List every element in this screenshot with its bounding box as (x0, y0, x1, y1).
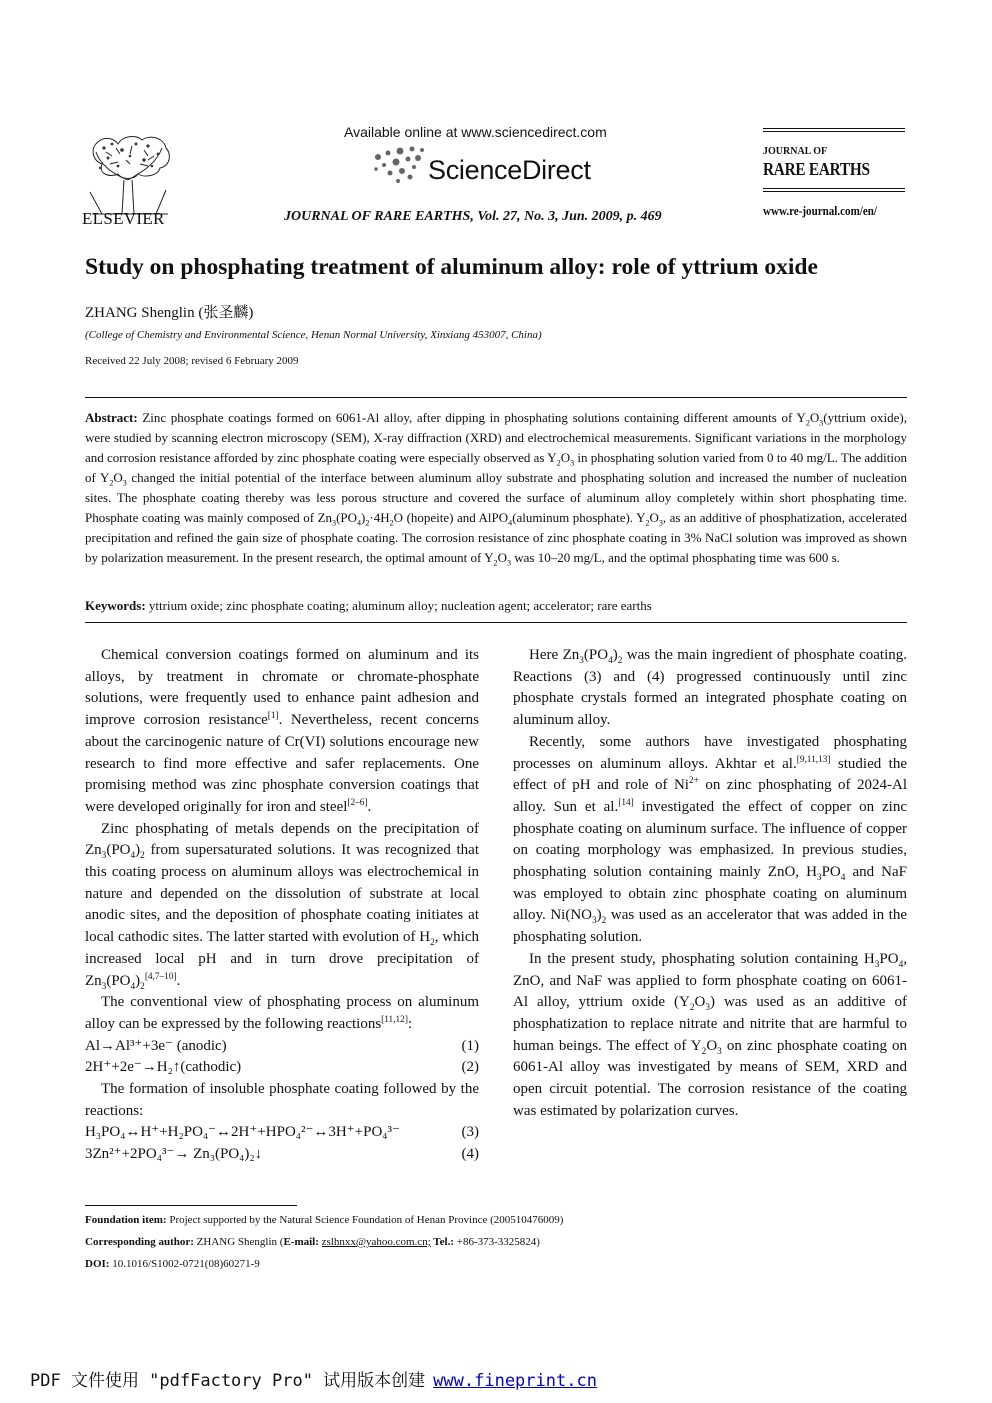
journal-masthead-small: JOURNAL OF (763, 146, 828, 157)
paragraph: Chemical conversion coatings formed on aluminum and its alloys, by treatment in chromate or chromate-phosphate solutions, were frequently used to enhance paint adhesion and improve corrosion resistance[1]. Nevertheless, recent concerns about the carcinogenic nature of Cr(VI) solutions encourage new research to find more effective and safer replacements. One promising method was zinc phosphate conversion coatings that were developed originally for iron and steel[2–6]. (85, 647, 479, 815)
publisher-name: ELSEVIER (82, 209, 165, 228)
footnote-corresponding: Corresponding author: ZHANG Shenglin (E-mail: zslhnxx@yahoo.com.cn; Tel.: +86-373-3325824) (85, 1236, 540, 1248)
received-dates: Received 22 July 2008; revised 6 February 2009 (85, 355, 299, 367)
body-column-left (85, 645, 479, 1166)
author-affiliation: (College of Chemistry and Environmental Science, Henan Normal University, Xinxiang 453007, China) (85, 329, 542, 341)
sciencedirect-wordmark: ScienceDirect (428, 155, 591, 185)
masthead-rule (763, 188, 905, 189)
journal-masthead (763, 128, 905, 194)
keywords (85, 598, 907, 614)
equation-3: H₃PO₄↔H⁺+H₂PO₄⁻↔2H⁺+HPO₄²⁻↔3H⁺+PO₄³⁻ (3) (85, 1124, 479, 1141)
available-online-text: Available online at www.sciencedirect.com (344, 124, 607, 140)
article-title: Study on phosphating treatment of aluminum alloy: role of yttrium oxide (85, 254, 818, 280)
footnote-foundation: Foundation item: Project supported by the Natural Science Foundation of Henan Province (200510476009) (85, 1214, 564, 1226)
footnote-rule (85, 1205, 297, 1206)
fineprint-link[interactable]: www.fineprint.cn (433, 1371, 597, 1391)
journal-masthead-name: RARE EARTHS (763, 159, 870, 179)
journal-url: www.re-journal.com/en/ (763, 203, 877, 218)
equation-1: Al→Al³⁺+3e⁻ (anodic) (1) (85, 1037, 479, 1054)
paragraph: Recently, some authors have investigated phosphating processes on aluminum alloys. Akhtar et al.[9,11,13] studied the effect of pH and role of $Ni^{2+}$ on zinc phosphating of 2024-Al alloy. Sun et al.[14] investigated the effect of copper on zinc phosphate coating on aluminum surface. The influence of copper on coating morphology was emphasized. In previous studies, phosphating solution containing mainly ZnO, $H_3PO_4$ and NaF was employed to obtain zinc phosphate coating on aluminum alloy. $Ni(NO_3)_2$ was used as an accelerator that was added in the phosphating solution. (513, 733, 907, 946)
abstract-bottom-rule (85, 622, 907, 623)
email-link[interactable]: zslhnxx@yahoo.com.cn; (321, 1236, 431, 1248)
pdf-footer-text: PDF 文件使用 "pdfFactory Pro" 试用版本创建 (30, 1371, 426, 1391)
body-column-right (513, 645, 907, 1122)
pdf-factory-footer (30, 1366, 597, 1391)
keywords-label: Keywords: (85, 598, 146, 613)
paragraph: Zinc phosphating of metals depends on the precipitation of $Zn_3(PO_4)_2$ from supersaturated solutions. It was recognized that this coating process on aluminum alloys was electrochemical in nature and depended on the dissolution of substrate at local anodic sites, and the deposition of phosphate coating initiates at local cathodic sites. The latter started with evolution of $H_2$, which increased local pH and in turn drove precipitation of $Zn_3(PO_4)_2[4,7-10]$. (85, 820, 479, 992)
masthead-rule (763, 128, 905, 129)
abstract-top-rule (85, 397, 907, 398)
abstract: Abstract: Zinc phosphate coatings formed on 6061-Al alloy, after dipping in phosphating solutions containing different amounts of $Y_2O_3(yttrium$ oxide), were studied by scanning electron microscopy (SEM), X-ray diffraction (XRD) and electrochemical measurements. Significant variations in the morphology and corrosion resistance afforded by zinc phosphate coating were especially observed as $Y_2O_3$ in phosphating solution varied from 0 to 40 mg/L. The addition of $Y_2O_3$ changed the initial potential of the interface between aluminum alloy substrate and phosphating solution and increased the number of nucleation sites. The phosphate coating thereby was less porous structure and covered the surface of aluminum alloy completely within short phosphating time. Phosphate coating was mainly composed of $Zn_3(PO_4)_2\cdot 4H_2O$ (hopeite) and AlPO$_4$(aluminum phosphate). $Y_2O_3$, as an additive of phosphatization, accelerated precipitation and refined the gain size of phosphate coating. The corrosion resistance of zinc phosphate coating in 3% NaCl solution was improved as shown by polarization measurement. In the present research, the optimal amount of $Y_2O_3$ was 10–20 mg/L, and the optimal phosphating time was 600 s. (85, 410, 908, 568)
paragraph: In the present study, phosphating solution containing $H_3PO_4$, ZnO, and NaF was applied to form phosphate coating on 6061-Al alloy, yttrium oxide $(Y_2O_3)$ was used as an additive of phosphatization to replace nitrate and nitrite that are harmful to human beings. The effect of $Y_2O_3$ on zinc phosphate coating on 6061-Al alloy was investigated by means of SEM, XRD and open circuit potential. The corrosion resistance of the coating was estimated by polarization curves. (513, 950, 907, 1119)
abstract-label: Abstract: (85, 410, 138, 425)
equation-4: 3Zn²⁺+2PO₄³⁻→ Zn₃(PO₄)₂↓ (4) (85, 1146, 479, 1163)
paragraph: The conventional view of phosphating process on aluminum alloy can be expressed by the following reactions[11,12]: (85, 994, 479, 1032)
article-author: ZHANG Shenglin (张圣麟) (85, 305, 254, 321)
paragraph: The formation of insoluble phosphate coating followed by the reactions: (85, 1081, 479, 1119)
masthead-rule (763, 131, 905, 132)
paragraph: Here $Zn_3(PO_4)_2$ was the main ingredient of phosphate coating. Reactions (3) and (4) progressed continuously until zinc phosphate crystals formed an integrated phosphate coating on aluminum alloy. (513, 647, 907, 729)
keywords-text: yttrium oxide; zinc phosphate coating; aluminum alloy; nucleation agent; accelerator; rare earths (145, 598, 652, 613)
footnote-doi: DOI: 10.1016/S1002-0721(08)60271-9 (85, 1258, 260, 1270)
equation-2: 2H⁺+2e⁻→H₂↑(cathodic) (2) (85, 1059, 479, 1076)
masthead-rule (763, 191, 905, 192)
journal-citation: JOURNAL OF RARE EARTHS, Vol. 27, No. 3, Jun. 2009, p. 469 (284, 209, 662, 224)
